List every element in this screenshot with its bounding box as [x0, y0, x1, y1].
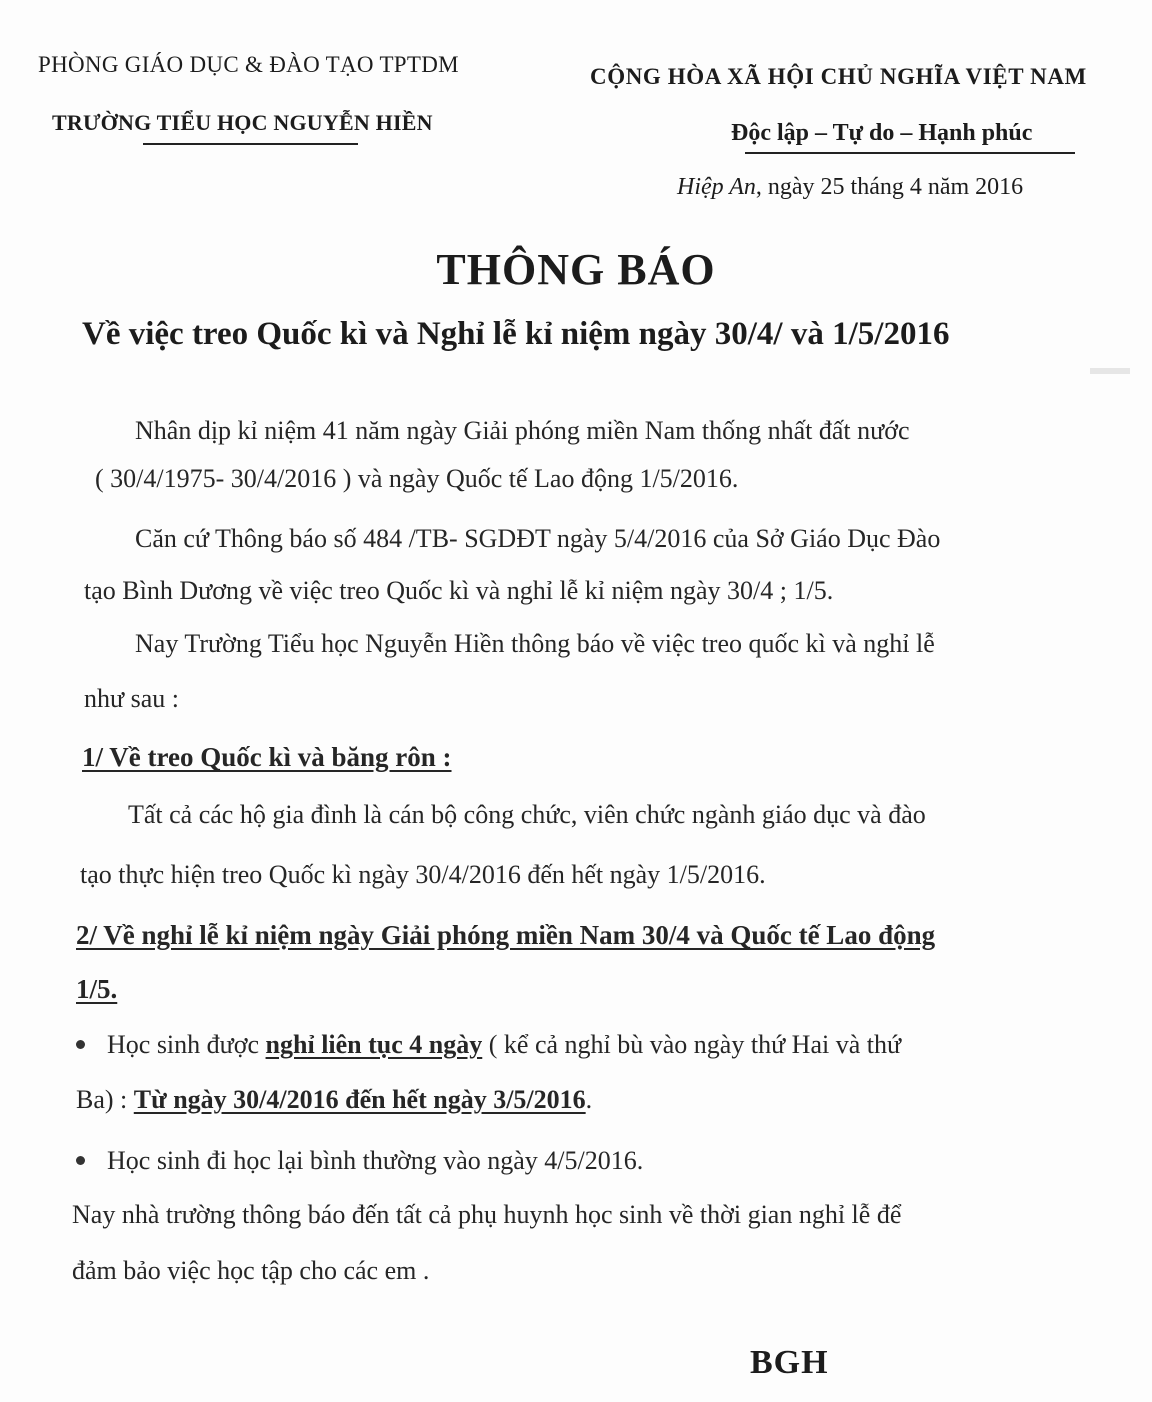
bullet-icon	[76, 1040, 85, 1049]
bullet-1b-post: .	[585, 1085, 593, 1114]
bullet-item-1-continued	[76, 1085, 592, 1115]
document-subtitle: Về việc treo Quốc kì và Nghỉ lễ kỉ niệm ngày 30/4/ và 1/5/2016	[82, 316, 950, 352]
national-motto: Độc lập – Tự do – Hạnh phúc	[731, 120, 1033, 146]
bullet-1-post: ( kể cả nghỉ bù vào ngày thứ Hai và thứ	[482, 1030, 902, 1059]
announce-line-2: như sau :	[84, 684, 179, 713]
bullet-item-1	[76, 1030, 901, 1060]
announce-line-1: Nay Trường Tiểu học Nguyễn Hiền thông báo về việc treo quốc kì và nghỉ lễ	[135, 629, 935, 658]
signature-block: BGH	[750, 1344, 829, 1381]
section-2-heading-2: 1/5.	[76, 974, 118, 1004]
org-line-school: TRƯỜNG TIỂU HỌC NGUYỄN HIỀN	[52, 110, 433, 135]
closing-line-1: Nay nhà trường thông báo đến tất cả phụ huynh học sinh về thời gian nghỉ lễ để	[72, 1200, 902, 1229]
section-1-text-2: tạo thực hiện treo Quốc kì ngày 30/4/2016 đến hết ngày 1/5/2016.	[80, 860, 766, 889]
document-title: THÔNG BÁO	[436, 245, 716, 294]
motto-underline	[745, 152, 1075, 154]
org-line-department: PHÒNG GIÁO DỤC & ĐÀO TẠO TPTDM	[38, 52, 459, 77]
date-text: , ngày 25 tháng 4 năm 2016	[755, 174, 1024, 200]
date-line	[677, 174, 1023, 201]
basis-line-2: tạo Bình Dương về việc treo Quốc kì và nghỉ lễ kỉ niệm ngày 30/4 ; 1/5.	[84, 576, 834, 605]
closing-line-2: đảm bảo việc học tập cho các em .	[72, 1256, 430, 1285]
section-2-heading-1: 2/ Về nghỉ lễ kỉ niệm ngày Giải phóng miền Nam 30/4 và Quốc tế Lao động	[76, 920, 936, 950]
bleed-through-mark	[1090, 368, 1130, 374]
bullet-1b-pre: Ba) :	[76, 1085, 134, 1114]
bullet-1-pre: Học sinh được	[107, 1030, 266, 1059]
national-title: CỘNG HÒA XÃ HỘI CHỦ NGHĨA VIỆT NAM	[590, 64, 1087, 89]
intro-line-2: ( 30/4/1975- 30/4/2016 ) và ngày Quốc tế Lao động 1/5/2016.	[95, 464, 739, 493]
intro-line-1: Nhân dịp kỉ niệm 41 năm ngày Giải phóng miền Nam thống nhất đất nước	[135, 416, 910, 445]
bullet-1b-emphasis: Từ ngày 30/4/2016 đến hết ngày 3/5/2016	[133, 1085, 586, 1114]
school-name-underline	[143, 143, 358, 145]
basis-line-1: Căn cứ Thông báo số 484 /TB- SGDĐT ngày 5/4/2016 của Sở Giáo Dục Đào	[135, 524, 941, 553]
section-1-heading: 1/ Về treo Quốc kì và băng rôn :	[82, 742, 452, 772]
bullet-icon	[76, 1156, 85, 1165]
section-1-text-1: Tất cả các hộ gia đình là cán bộ công chức, viên chức ngành giáo dục và đào	[128, 800, 926, 829]
bullet-2-text: Học sinh đi học lại bình thường vào ngày 4/5/2016.	[107, 1146, 644, 1175]
bullet-1-emphasis: nghỉ liên tục 4 ngày	[265, 1030, 483, 1059]
date-place: Hiệp An	[677, 174, 756, 200]
bullet-item-2	[76, 1146, 643, 1176]
